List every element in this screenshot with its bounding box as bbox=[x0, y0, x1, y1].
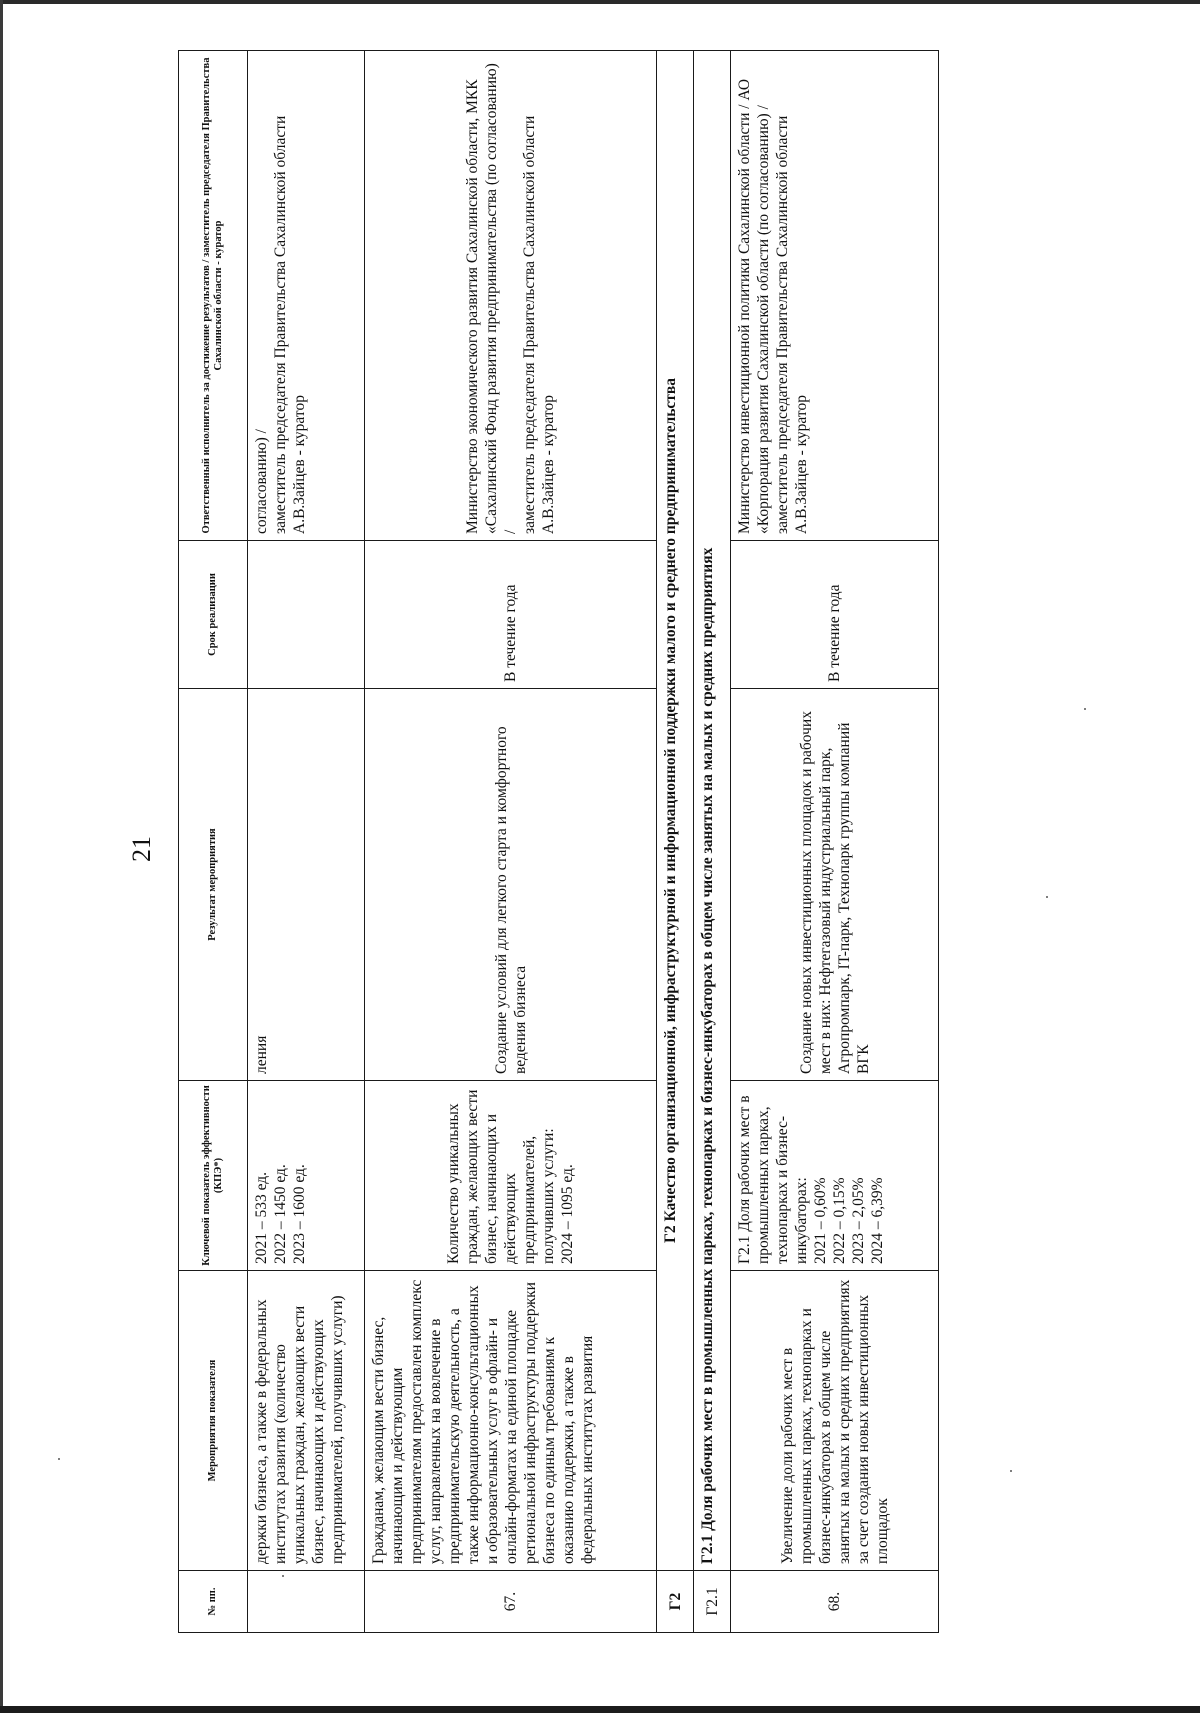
cell-kpi: Г2.1 Доля рабочих мест в промышленных парках, технопарках и бизнес-инкубаторах: 2021 – 0,60% 2022 – 0,15% 2023 – 2,05% 2024 – 6,39% bbox=[731, 1081, 939, 1271]
scan-edge-left bbox=[0, 0, 3, 1713]
cell-term: В течение года bbox=[731, 541, 939, 689]
header-kpi: Ключевой показатель эффективности (КПЭ*) bbox=[179, 1081, 248, 1271]
cell-responsible: Министерство экономического развития Сахалинской области, МКК «Сахалинский Фонд развития предпринимательства (по согласованию) / заместитель председателя Правительства Сахалинской области А.В.Зайцев - куратор bbox=[365, 51, 657, 541]
cell-responsible: согласованию) / заместитель председателя Правительства Сахалинской области А.В.Зайцев - куратор bbox=[248, 51, 365, 541]
header-measure: Мероприятия показателя bbox=[179, 1271, 248, 1571]
cell-num: 68. bbox=[731, 1571, 939, 1633]
cell-term bbox=[248, 541, 365, 689]
cell-kpi: 2021 – 533 ед. 2022 – 1450 ед. 2023 – 1600 ед. bbox=[248, 1081, 365, 1271]
table-row bbox=[248, 51, 365, 1633]
rotated-table-sheet bbox=[178, 51, 898, 1633]
header-term: Срок реализации bbox=[179, 541, 248, 689]
cell-num: Г2 bbox=[657, 1571, 694, 1633]
table-header-row bbox=[179, 51, 248, 1633]
page-number: 21 bbox=[127, 836, 156, 862]
cell-num bbox=[248, 1571, 365, 1633]
scan-speck bbox=[1084, 708, 1086, 710]
header-num: № пп. bbox=[179, 1571, 248, 1633]
measures-table bbox=[178, 50, 939, 1633]
cell-kpi: Количество уникальных граждан, желающих вести бизнес, начинающих и действующих предпринимателей, получивших услуги: 2024 – 1095 ед. bbox=[365, 1081, 657, 1271]
cell-result: ления bbox=[248, 689, 365, 1081]
header-responsible: Ответственный исполнитель за достижение результатов / заместитель председателя Правительства Сахалинской области - куратор bbox=[179, 51, 248, 541]
scan-speck bbox=[1046, 896, 1048, 898]
header-result: Результат мероприятия bbox=[179, 689, 248, 1081]
cell-measure: держки бизнеса, а также в федеральных институтах развития (количество уникальных граждан, желающих вести бизнес, начинающих и действующих предпринимателей, получивших услуги) bbox=[248, 1271, 365, 1571]
scan-speck bbox=[1010, 1470, 1012, 1472]
cell-term: В течение года bbox=[365, 541, 657, 689]
section-row-g2-1 bbox=[694, 51, 731, 1633]
cell-measure: Увеличение доли рабочих мест в промышленных парках, технопарках и бизнес-инкубаторах в общем числе занятых на малых и средних предприятиях за счет создания новых инвестиционных площадок bbox=[731, 1271, 939, 1571]
section-row-g2 bbox=[657, 51, 694, 1633]
cell-responsible: Министерство инвестиционной политики Сахалинской области / АО «Корпорация развития Сахалинской области (по согласованию) / заместитель председателя Правительства Сахалинской области А.В.Зайцев - куратор bbox=[731, 51, 939, 541]
cell-result: Создание условий для легкого старта и комфортного ведения бизнеса bbox=[365, 689, 657, 1081]
section-title: Г2 Качество организационной, инфраструктурной и информационной поддержки малого и среднего предпринимательства bbox=[657, 51, 694, 1571]
scan-edge-top bbox=[0, 0, 1200, 4]
cell-result: Создание новых инвестиционных площадок и рабочих мест в них: Нефтегазовый индустриальный парк, Агропромпарк, IT-парк, Технопарк группы компаний ВГК bbox=[731, 689, 939, 1081]
subsection-title: Г2.1 Доля рабочих мест в промышленных парках, технопарках и бизнес-инкубаторах в общем числе занятых на малых и средних предприятиях bbox=[694, 51, 731, 1571]
table-row bbox=[365, 51, 657, 1633]
scan-speck bbox=[58, 1458, 60, 1460]
table-row bbox=[731, 51, 939, 1633]
cell-num: 67. bbox=[365, 1571, 657, 1633]
scan-speck bbox=[282, 1575, 284, 1577]
cell-measure: Гражданам, желающим вести бизнес, начинающим и действующим предпринимателям предоставлен комплекс услуг, направленных на вовлечение в предпринимательскую деятельность, а также информационно-консультационных и образовательных услуг в офлайн- и онлайн-форматах на единой площадке региональной инфраструктуры поддержки бизнеса по единым требованиям к оказанию поддержки, а также в федеральных институтах развития bbox=[365, 1271, 657, 1571]
cell-num: Г2.1 bbox=[694, 1571, 731, 1633]
scan-edge-bottom bbox=[0, 1706, 1200, 1713]
